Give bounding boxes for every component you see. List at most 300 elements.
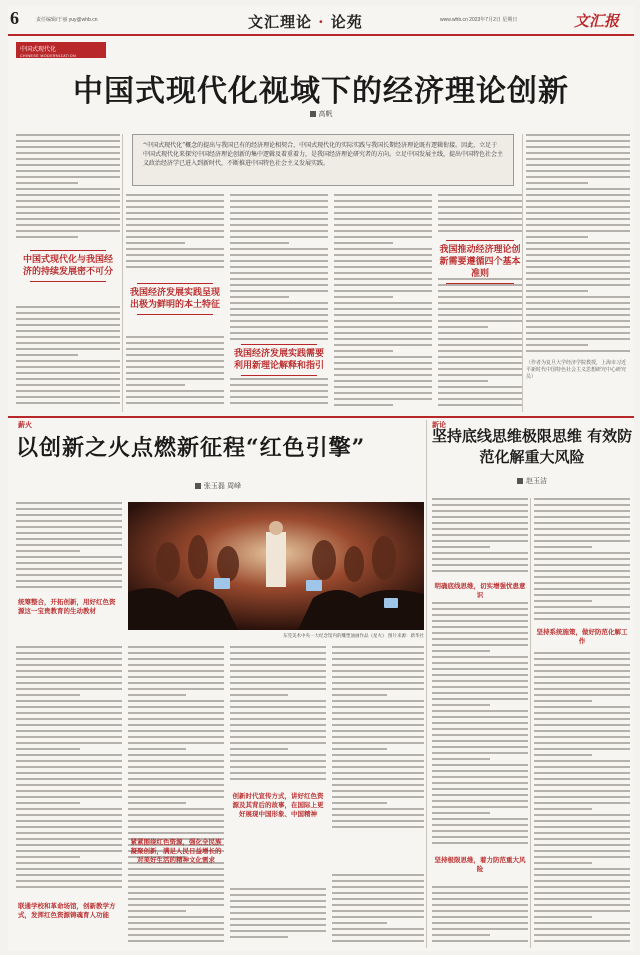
text-line [438,218,522,220]
text-line [534,600,592,602]
text-line [230,224,328,226]
text-line [432,552,528,554]
right-headline: 坚持底线思维极限思维 有效防范化解重大风险 [431,427,633,466]
text-line [534,712,630,714]
text-line [230,742,326,744]
text-line [534,868,630,870]
text-line [16,802,80,804]
text-line [526,134,630,136]
text-line [332,790,424,792]
text-line [128,820,224,822]
text-line [334,248,432,250]
text-line [432,806,528,808]
text-line [128,916,224,918]
text-line [16,742,122,744]
text-line [16,820,122,822]
text-line [230,194,328,196]
text-line [230,396,328,398]
text-line [432,830,528,832]
text-line [230,712,326,714]
text-line [526,344,588,346]
text-line [16,814,122,816]
text-line [16,682,122,684]
text-line [16,182,78,184]
text-line [432,910,528,912]
text-line [534,862,592,864]
text-line [16,532,122,534]
text-line [16,772,122,774]
text-line [526,230,630,232]
text-line [128,796,224,798]
text-line [16,152,120,154]
text-line [16,194,120,196]
text-line [16,574,122,576]
editor-line: 责任编辑/于丽 yuy@whb.cn [36,17,98,23]
section-separator: · [312,13,331,31]
text-line [126,260,224,262]
text-line [334,278,432,280]
right-subhead-1: 明确底线思维，切实增强忧患意识 [434,582,526,599]
text-line [16,700,122,702]
text-line [16,348,120,350]
text-line [230,378,328,380]
text-line [16,514,122,516]
text-line [128,886,224,888]
text-line [128,664,224,666]
text-line [128,670,224,672]
text-line [128,784,224,786]
text-line [438,356,522,358]
text-line [230,646,326,648]
text-line [432,632,528,634]
right-byline [430,476,634,486]
text-line [432,794,528,796]
text-line [534,940,630,942]
text-line [432,770,528,772]
text-line [432,934,490,936]
column-rule [530,498,531,948]
text-line [432,698,528,700]
text-line [432,692,528,694]
text-line [334,368,432,370]
text-line [534,652,630,654]
text-line [16,158,120,160]
text-line [526,194,630,196]
text-line [334,320,432,322]
text-line [526,200,630,202]
text-line [126,200,224,202]
text-line [432,746,528,748]
text-line [438,398,522,400]
text-line [526,350,630,352]
text-line [230,918,326,920]
text-line [230,924,326,926]
text-line [432,734,528,736]
byline-square-icon [195,483,201,489]
text-line [16,580,122,582]
main-headline: 中国式现代化视域下的经济理论创新 [73,74,569,109]
left-body-column-3b [230,888,326,946]
text-line [334,380,432,382]
text-line [526,206,630,208]
text-line [334,242,393,244]
text-line [16,784,122,786]
text-line [16,502,122,504]
text-line [534,718,630,720]
text-line [438,290,522,292]
text-line [526,284,630,286]
left-body-column-2 [128,646,224,946]
text-line [332,724,424,726]
text-line [534,576,630,578]
text-line [334,266,432,268]
text-line [332,670,424,672]
text-line [230,906,326,908]
text-line [230,242,289,244]
text-line [432,836,528,838]
text-line [126,384,185,386]
text-line [230,936,288,938]
right-subhead-3: 坚持极限思维，着力防范重大风险 [434,856,526,873]
left-body-column-1a [16,502,122,592]
text-line [334,338,432,340]
text-line [16,778,122,780]
text-line [526,266,630,268]
text-line [334,236,432,238]
text-line [230,218,328,220]
left-byline [8,481,428,491]
text-line [332,940,424,942]
text-line [16,832,122,834]
text-line [332,652,424,654]
text-line [16,324,120,326]
text-line [230,652,326,654]
column-rule [426,420,427,948]
text-line [128,814,224,816]
text-line [230,296,289,298]
text-line [432,626,528,628]
text-line [432,510,528,512]
text-line [526,248,630,250]
text-line [526,188,630,190]
text-line [432,668,528,670]
text-line [230,894,326,896]
text-line [534,694,630,696]
text-line [432,892,528,894]
text-line [534,856,630,858]
text-line [534,504,630,506]
text-line [534,498,630,500]
text-line [128,892,224,894]
text-line [526,332,630,334]
text-line [332,910,424,912]
right-byline-author: 赵玉洁 [526,477,547,485]
text-line [16,520,122,522]
text-line [128,706,224,708]
text-line [526,278,630,280]
text-line [332,748,387,750]
masthead [8,6,634,36]
right-body-column-2a [534,498,630,624]
text-line [534,784,630,786]
text-line [16,688,122,690]
text-line [16,508,122,510]
text-line [432,752,528,754]
text-line [230,718,326,720]
text-line [432,644,528,646]
body-column-5a [438,194,522,238]
text-line [128,658,224,660]
text-line [16,796,122,798]
text-line [332,736,424,738]
text-line [432,614,528,616]
text-line [438,302,522,304]
painting-illustration [128,502,424,630]
text-line [534,760,630,762]
text-line [332,784,424,786]
text-line [230,248,328,250]
text-line [534,838,630,840]
text-line [128,880,224,882]
left-subhead-1: 统筹整合，开拓创新，用好红色资源这一宝贵教育的生动教材 [18,598,116,615]
text-line [438,380,488,382]
text-line [432,842,528,844]
text-line [534,922,630,924]
text-line [332,682,424,684]
subhead-1: 中国式现代化与我国经济的持续发展密不可分 [20,254,116,278]
text-line [332,934,424,936]
text-line [526,152,630,154]
left-body-column-4b [332,874,424,946]
text-line [128,712,224,714]
text-line [332,904,424,906]
text-line [16,850,122,852]
text-line [332,886,424,888]
text-line [128,682,224,684]
text-line [432,916,528,918]
text-line [332,922,387,924]
text-line [334,194,432,196]
text-line [16,550,80,552]
text-line [128,676,224,678]
text-line [534,558,630,560]
text-line [534,904,630,906]
text-line [16,868,122,870]
text-line [16,838,122,840]
text-line [230,278,328,280]
text-line [534,874,630,876]
text-line [16,384,120,386]
text-line [534,850,630,852]
body-column-4 [334,194,432,411]
text-line [526,272,630,274]
text-line [128,940,224,942]
text-line [128,724,224,726]
byline-square-icon [310,111,316,117]
text-line [432,534,528,536]
text-line [332,814,424,816]
text-line [534,832,630,834]
text-line [526,338,630,340]
text-line [334,350,393,352]
text-line [230,658,326,660]
text-line [534,892,630,894]
text-line [438,386,522,388]
text-line [432,928,528,930]
text-line [432,782,528,784]
text-line [126,254,224,256]
text-line [126,348,224,350]
text-line [230,320,328,322]
text-line [534,844,630,846]
text-line [16,562,122,564]
text-line [16,844,122,846]
text-line [334,254,432,256]
text-line [526,182,588,184]
text-line [128,652,224,654]
text-line [432,504,528,506]
left-body-column-1b [16,646,122,896]
text-line [526,176,630,178]
text-line [534,826,630,828]
text-line [16,188,120,190]
text-line [534,748,630,750]
text-line [16,748,80,750]
text-line [126,248,224,250]
body-column-5b [438,278,522,411]
text-line [126,218,224,220]
text-line [438,284,522,286]
text-line [534,564,630,566]
column-rule [122,134,123,412]
text-line [126,206,224,208]
body-column-3a [230,194,328,344]
text-line [432,528,528,530]
text-line [16,134,120,136]
text-line [438,368,522,370]
section-title-main: 文汇理论 [248,13,313,31]
text-line [16,706,122,708]
text-line [128,718,224,720]
text-line [526,236,588,238]
text-line [16,676,122,678]
text-line [432,922,528,924]
text-line [332,874,424,876]
text-line [128,646,224,648]
text-line [126,372,224,374]
text-line [16,544,122,546]
text-line [332,760,424,762]
series-tag-english: CHINESE MODERNIZATION [20,54,77,58]
text-line [16,886,122,888]
text-line [16,790,122,792]
text-line [16,390,120,392]
text-line [128,742,224,744]
text-line [438,338,522,340]
right-body-column-1b [432,602,528,852]
text-line [432,728,528,730]
body-column-6 [526,134,630,356]
text-line [432,638,528,640]
text-line [432,540,528,542]
text-line [432,674,528,676]
column-rule [522,134,523,412]
text-line [334,272,432,274]
text-line [432,516,528,518]
text-line [230,778,326,780]
text-line [534,670,630,672]
text-line [334,386,432,388]
text-line [16,200,120,202]
text-line [230,308,328,310]
text-line [230,236,328,238]
text-line [534,552,630,554]
text-line [432,812,490,814]
text-line [16,718,122,720]
text-line [526,326,630,328]
text-line [230,206,328,208]
right-body-column-2b [534,652,630,946]
text-line [332,778,424,780]
subhead-2: 我国经济发展实践呈现出极为鲜明的本土特征 [129,288,220,310]
text-line [230,326,328,328]
text-line [126,212,224,214]
text-line [438,230,522,232]
text-line [526,260,630,262]
text-line [230,384,328,386]
text-line [16,658,122,660]
text-line [534,700,592,702]
text-line [230,912,326,914]
text-line [534,724,630,726]
text-line [526,320,630,322]
left-subhead-3: 紧紧围绕红色资源，强化全民族凝聚创新，满足人民日益增长的对美好生活的精神文化需求 [130,838,222,864]
newspaper-page [8,6,634,951]
main-byline-author: 高帆 [318,110,333,118]
text-line [534,534,630,536]
text-line [332,646,424,648]
right-subhead-2: 坚持系统施策，做好防范化解工作 [536,628,628,645]
text-line [334,296,393,298]
text-line [432,818,528,820]
text-line [432,650,490,652]
text-line [432,800,528,802]
text-line [534,736,630,738]
text-line [16,730,122,732]
text-line [534,916,592,918]
text-line [534,796,630,798]
text-line [534,886,630,888]
text-line [332,898,424,900]
text-line [332,796,424,798]
text-line [526,242,630,244]
text-line [334,404,393,406]
text-line [534,546,592,548]
text-line [332,730,424,732]
text-line [334,218,432,220]
body-column-2b [126,336,224,411]
text-line [16,736,122,738]
text-line [230,694,288,696]
text-line [332,808,424,810]
text-line [332,772,424,774]
text-line [534,898,630,900]
text-line [438,212,522,214]
text-line [534,676,630,678]
text-line [230,730,326,732]
text-line [230,254,328,256]
text-line [534,582,630,584]
